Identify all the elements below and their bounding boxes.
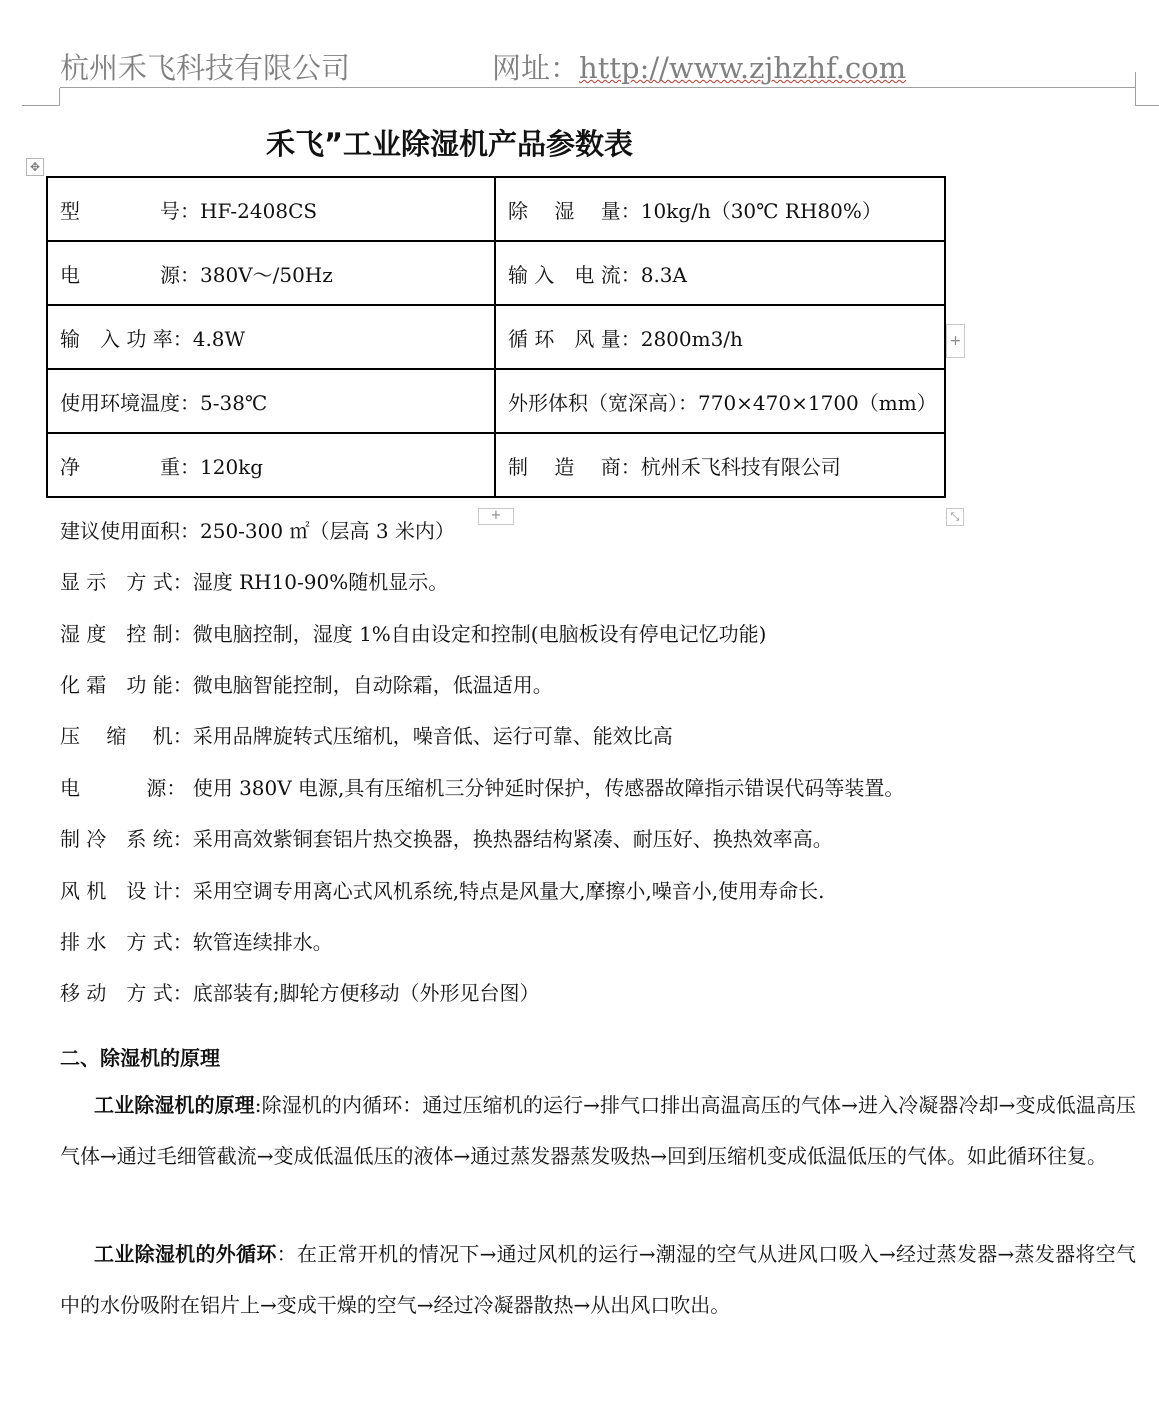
table-cell xyxy=(47,177,495,241)
paragraph-body: ：在正常开机的情况下→通过风机的运行→潮湿的空气从进风口吸入→经过蒸发器→蒸发器将空气中的水份吸附在铝片上→变成干燥的空气→经过冷凝器散热→从出风口吹出。 xyxy=(60,1242,1137,1317)
spec-line-display xyxy=(60,566,448,595)
spec-table xyxy=(46,176,946,498)
header-website xyxy=(492,46,906,87)
spec-line-mobility xyxy=(60,977,539,1006)
cell-value: 120kg xyxy=(200,454,264,479)
cell-value: 10kg/h（30℃ RH80%） xyxy=(640,198,882,223)
header-company-name: 杭州禾飞科技有限公司 xyxy=(60,51,351,85)
section-heading: 二、除湿机的原理 xyxy=(60,1046,220,1070)
table-cell xyxy=(495,305,945,369)
cell-label: 电 源： xyxy=(60,262,200,287)
cell-value: 杭州禾飞科技有限公司 xyxy=(640,454,841,479)
paragraph-inner-cycle xyxy=(60,1080,1136,1181)
header-url[interactable]: http://www.zjhzhf.com xyxy=(579,51,907,85)
spec-label: 制 冷 系 统： xyxy=(60,827,193,851)
cell-label: 使用环境温度： xyxy=(60,390,200,415)
cell-value: 5-38℃ xyxy=(200,390,268,415)
cell-value: 4.8W xyxy=(192,326,246,351)
table-row xyxy=(47,177,945,241)
cell-value: 8.3A xyxy=(640,262,687,287)
spec-value: 湿度 RH10-90%随机显示。 xyxy=(192,570,449,594)
paragraph-body: :除湿机的内循环：通过压缩机的运行→排气口排出高温高压的气体→进入冷凝器冷却→变成低温高压气体→通过毛细管截流→变成低温低压的液体→通过蒸发器蒸发吸热→回到压缩机变成低温低压的气体。如此循环往复。 xyxy=(60,1093,1137,1168)
table-resize-handle-icon[interactable]: ⤡ xyxy=(946,508,964,526)
cell-value: 770×470×1700（mm） xyxy=(698,390,937,415)
table-row xyxy=(47,305,945,369)
corner-mark-right-v xyxy=(1135,72,1136,106)
table-cell xyxy=(47,305,495,369)
table-move-handle-icon[interactable]: ✥ xyxy=(26,158,44,176)
header-url-label: 网址： xyxy=(492,51,580,85)
cell-label: 制 造 商： xyxy=(508,454,641,479)
spec-label: 压 缩 机： xyxy=(60,724,193,748)
cell-label: 型 号： xyxy=(60,198,200,223)
cell-value: HF-2408CS xyxy=(200,198,318,223)
spec-label: 显 示 方 式： xyxy=(60,570,193,594)
table-cell xyxy=(495,241,945,305)
cell-label: 净 重： xyxy=(60,454,200,479)
spec-line-humidity-control xyxy=(60,618,766,647)
spec-label: 电 源： xyxy=(60,776,187,800)
spec-value: 250-300 ㎡（层高 3 米内） xyxy=(200,519,455,543)
spec-value: 软管连续排水。 xyxy=(192,930,333,954)
cell-label: 输 入 功 率： xyxy=(60,326,193,351)
table-cell xyxy=(495,177,945,241)
spec-value: 采用品牌旋转式压缩机，噪音低、运行可靠、能效比高 xyxy=(192,724,673,748)
spec-value: 使用 380V 电源,具有压缩机三分钟延时保护，传感器故障指示错误代码等装置。 xyxy=(186,776,905,800)
table-row xyxy=(47,433,945,497)
corner-mark-right-h xyxy=(1135,105,1159,106)
table-row xyxy=(47,241,945,305)
table-cell xyxy=(47,369,495,433)
table-cell xyxy=(47,433,495,497)
paragraph-lead: 工业除湿机的外循环 xyxy=(94,1242,277,1266)
spec-label: 建议使用面积： xyxy=(60,519,200,543)
spec-value: 微电脑控制，湿度 1%自由设定和控制(电脑板设有停电记忆功能) xyxy=(192,622,767,646)
add-column-plus-icon[interactable]: + xyxy=(946,324,965,358)
table-row xyxy=(47,369,945,433)
spec-label: 风 机 设 计： xyxy=(60,879,193,903)
paragraph-lead: 工业除湿机的原理 xyxy=(94,1093,255,1117)
table-cell xyxy=(495,433,945,497)
cell-label: 外形体积（宽深高）： xyxy=(508,390,698,415)
corner-mark-left-v xyxy=(59,88,60,106)
paragraph-outer-cycle xyxy=(60,1229,1136,1330)
table-cell xyxy=(495,369,945,433)
spec-line-power xyxy=(60,772,904,801)
cell-label: 除 湿 量： xyxy=(508,198,641,223)
cell-label: 循 环 风 量： xyxy=(508,326,641,351)
spec-value: 底部装有;脚轮方便移动（外形见台图） xyxy=(192,981,540,1005)
spec-line-compressor xyxy=(60,720,673,749)
spec-label: 排 水 方 式： xyxy=(60,930,193,954)
spec-line-fan-design xyxy=(60,875,825,904)
cell-value: 380V～/50Hz xyxy=(200,262,333,287)
spec-value: 采用空调专用离心式风机系统,特点是风量大,摩擦小,噪音小,使用寿命长. xyxy=(192,879,825,903)
spec-line-drainage xyxy=(60,926,333,955)
header-rule xyxy=(60,87,1136,88)
add-row-plus-icon[interactable]: + xyxy=(478,508,514,525)
spec-label: 湿 度 控 制： xyxy=(60,622,193,646)
spec-line-cooling-system xyxy=(60,823,833,852)
spec-value: 微电脑智能控制，自动除霜，低温适用。 xyxy=(192,673,553,697)
spec-line-defrost xyxy=(60,669,553,698)
spec-label: 化 霜 功 能： xyxy=(60,673,193,697)
cell-value: 2800m3/h xyxy=(640,326,743,351)
table-cell xyxy=(47,241,495,305)
document-title: 禾飞”工业除湿机产品参数表 xyxy=(266,127,634,161)
spec-value: 采用高效紫铜套铝片热交换器，换热器结构紧凑、耐压好、换热效率高。 xyxy=(192,827,833,851)
spec-line-area xyxy=(60,515,455,544)
spec-label: 移 动 方 式： xyxy=(60,981,193,1005)
cell-label: 输 入 电 流： xyxy=(508,262,641,287)
corner-mark-left-h xyxy=(22,105,60,106)
